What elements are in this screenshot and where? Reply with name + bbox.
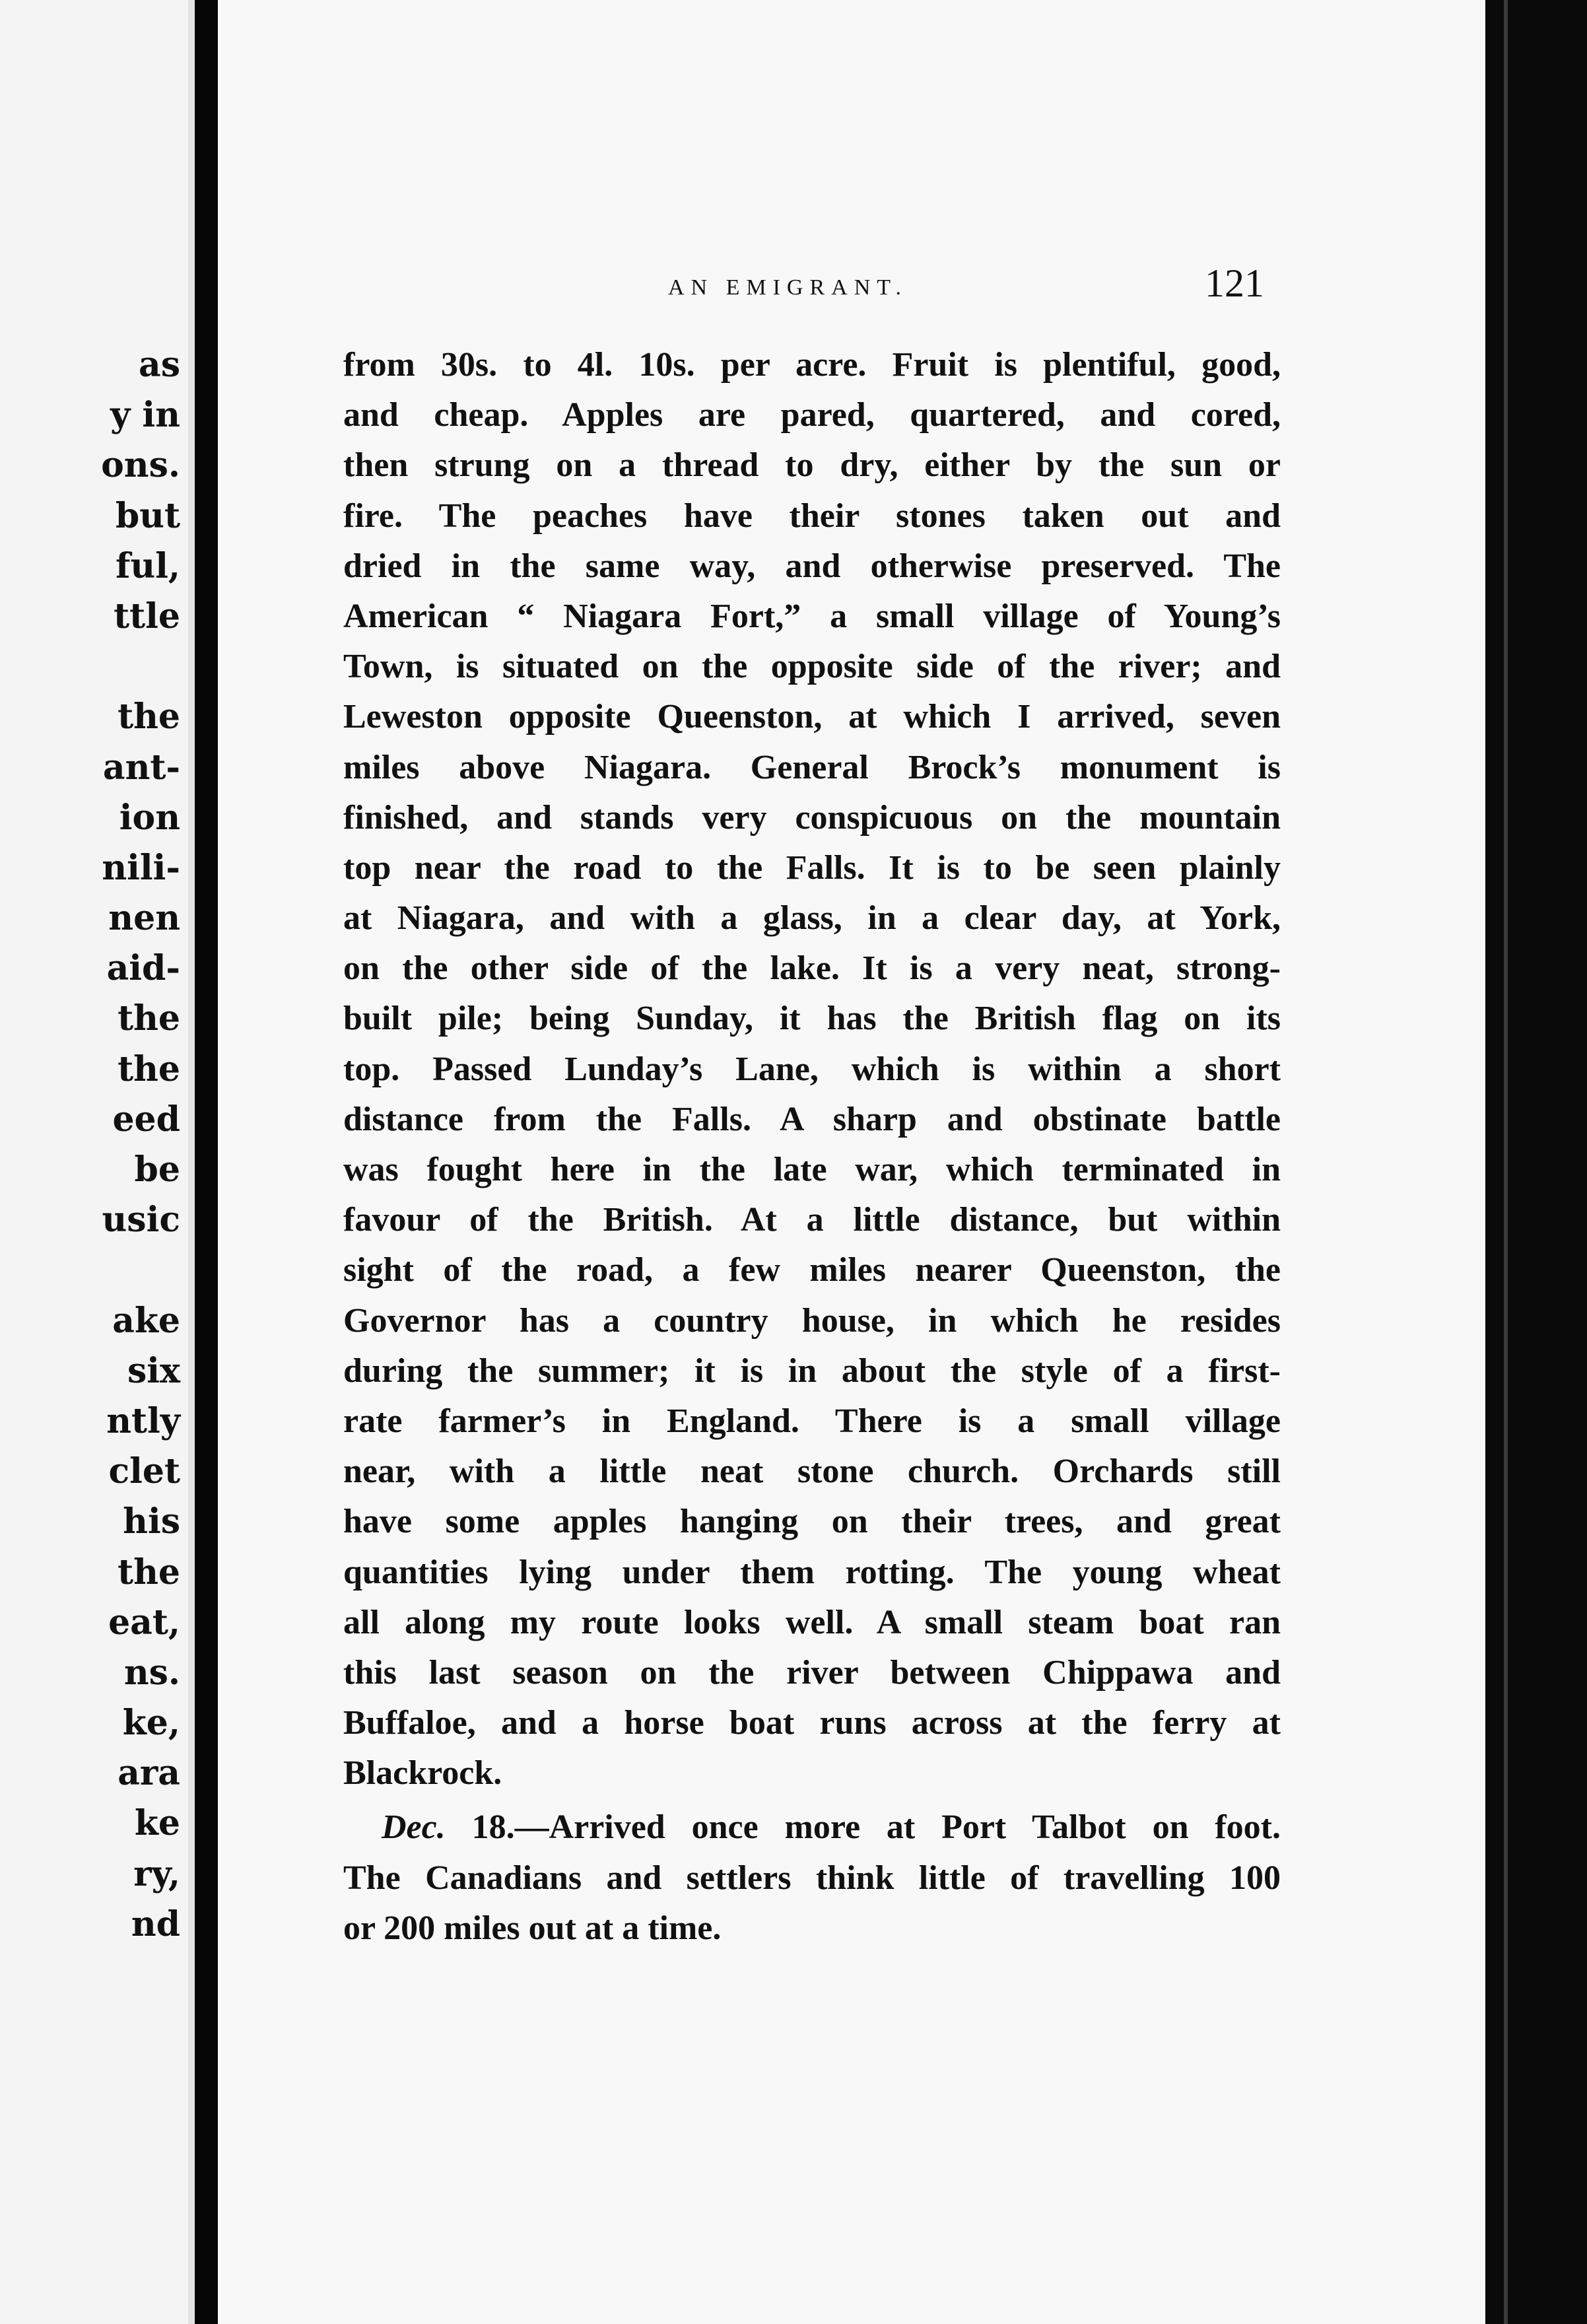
line-ending: aid- [106,948,180,989]
text-line: quantities lying under them rotting. The young wheat [343,1553,1281,1591]
line-ending: the [118,697,180,737]
text-line: American “ Niagara Fort,” a small village of Young’s [343,597,1281,635]
line-ending: ons. [101,445,180,486]
line-ending [101,1245,180,1295]
text-line: Blackrock. [343,1754,502,1793]
line-ending: but [115,495,180,536]
text-line: top near the road to the Falls. It is to be seen plainly [343,848,1281,887]
line-ending: ry, [133,1853,180,1894]
text-line: built pile; being Sunday, it has the British flag on its [343,1000,1281,1038]
text-line: rate farmer’s in England. There is a small village [343,1402,1281,1440]
text-line [343,1802,1281,1853]
line-ending: eat, [108,1602,180,1643]
text-line: then strung on a thread to dry, either by the sun or [343,446,1281,485]
text-line: from 30s. to 4l. 10s. per acre. Fruit is plentiful, good, [343,346,1281,384]
line-ending: the [118,1552,180,1592]
line-ending: the [118,998,180,1039]
book-gutter [195,0,218,2324]
line-ending: nen [108,898,180,939]
text-line: distance from the Falls. A sharp and obstinate battle [343,1100,1281,1138]
page-number: 121 [1205,261,1264,305]
previous-page-edge [0,0,195,2324]
text-line: miles above Niagara. General Brock’s monument is [343,748,1281,786]
line-ending: ttle [114,596,180,636]
line-ending: eed [112,1099,180,1140]
text-line: Buffaloe, and a horse boat runs across at the ferry at [343,1704,1281,1742]
line-ending: ns. [123,1652,180,1693]
line-ending: clet [108,1451,180,1492]
text-line: during the summer; it is in about the style of a first- [343,1351,1281,1390]
line-ending: be [134,1149,180,1190]
entry-date: Dec. [382,1808,446,1847]
text-line: have some apples hanging on their trees, and great [343,1503,1281,1541]
page-header [218,261,1485,314]
line-ending: ake [112,1300,180,1341]
text-line: on the other side of the lake. It is a very neat, strong- [343,949,1281,988]
text-line: near, with a little neat stone church. Orchards still [343,1452,1281,1491]
line-ending: ara [118,1753,180,1794]
line-ending: ful, [115,545,180,586]
text-line: The Canadians and settlers think little of travelling 100 [343,1859,1281,1897]
previous-page-line-endings [101,340,180,1950]
text-line: top. Passed Lunday’s Lane, which is within a short [343,1050,1281,1088]
line-ending: ke, [122,1703,180,1744]
line-ending: the [118,1048,180,1089]
text-line: at Niagara, and with a glass, in a clear day, at York, [343,899,1281,938]
page-edge-sliver [1504,0,1508,2324]
running-head: AN EMIGRANT. [668,275,908,300]
line-ending: ion [119,797,180,838]
text-line: Town, is situated on the opposite side of the river; and [343,648,1281,686]
text-line: Leweston opposite Queenston, at which I arrived, seven [343,698,1281,736]
line-ending: his [123,1501,180,1542]
line-ending: as [139,345,180,385]
line-ending: nili- [102,847,180,888]
text-line: Governor has a country house, in which he resides [343,1301,1281,1340]
page-body [343,340,1281,1954]
text-line: favour of the British. At a little distance, but within [343,1201,1281,1239]
text-line: sight of the road, a few miles nearer Queenston, the [343,1251,1281,1289]
line-ending: six [127,1350,180,1391]
line-ending: usic [102,1200,180,1241]
line-ending: ke [134,1803,180,1844]
text-line: dried in the same way, and otherwise preserved. The [343,547,1281,585]
text-line: finished, and stands very conspicuous on the mountain [343,798,1281,837]
line-ending [101,642,180,692]
line-ending: ant- [102,747,180,788]
text-line: or 200 miles out at a time. [343,1909,722,1947]
scan-background-edge [1485,0,1587,2324]
text-line: fire. The peaches have their stones taken out and [343,496,1281,535]
entry-text: 18.—Arrived once more at Port Talbot on foot. [445,1808,1281,1847]
text-line: and cheap. Apples are pared, quartered, and cored, [343,396,1281,434]
line-ending: nd [131,1903,180,1944]
page-fold-shadow [188,0,195,2324]
text-line: was fought here in the late war, which terminated in [343,1151,1281,1188]
line-ending: y in [110,395,180,436]
page [218,0,1485,2324]
line-ending: ntly [106,1400,180,1441]
text-line: all along my route looks well. A small steam boat ran [343,1603,1281,1641]
text-line: this last season on the river between Chippawa and [343,1653,1281,1692]
